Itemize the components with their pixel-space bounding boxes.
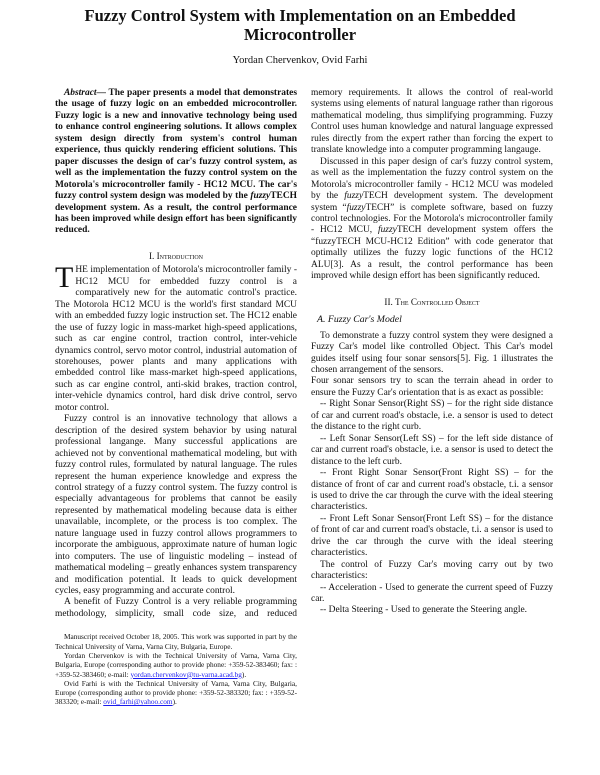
p4-italic-2: fuzzy bbox=[346, 202, 366, 213]
intro-paragraph-3-continued: memory requirements. It allows the control of real-world systems using elements of natural language rather than rigorous mathematical modeling, thus simplifying programming. Fuzzy Control uses human knowledge and natural language expressed rules directly from the expert rather than forcing the expert to translate knowledge into a computer programming langauge. bbox=[311, 88, 553, 156]
footnotes bbox=[55, 632, 297, 706]
p4-italic-3: fuzzy bbox=[377, 225, 397, 236]
section2-paragraph: To demonstrate a fuzzy control system they were designed a Fuzzy Car's model like controlled Object. This Car's model guides itself using four sonar sensors[5]. Fig. 1 illustrates the chosen arrangement of the sensors. bbox=[311, 330, 553, 375]
section2-paragraph: Four sonar sensors try to scan the terrain ahead in order to ensure the Fuzzy Car's orientation that is as exact as possible: bbox=[311, 376, 553, 398]
p4-text-4: TECH development system offers the “fuzzyTECH MCU-HC12 Edition” with code generator that optimally utilizes the fuzzy logic functions of the HC12 ALU[3]. As a result, the control performance has been improved while design effort has been significantly reduced. bbox=[311, 225, 553, 282]
intro-text-1: HE implementation of Motorola's microcontroller family - HC12 MCU for embedded fuzzy control is a comparatively new for the automatic control's practice. The Motorola HC12 MCU is the world's first standard MCU with an embedded fuzzy logic instruction set. The HC12 enable the use of fuzzy logic in mass-market high-speed applications, such as car engine control, traction control, inter-vehicle dynamics control, servo motor control, industrial automation of storehouses, power plants and many applications with embedded control like mass-market high-speed applications, such as car engine control, anti-skid brakes, traction control, inter-vehicle dynamics control, hard disk drive control, servo motor control. bbox=[55, 265, 297, 413]
characteristic-delta-steering: -- Delta Steering - Used to generate the Steering angle. bbox=[320, 605, 528, 616]
footnote-author-2 bbox=[55, 679, 297, 707]
p4-text-3: TECH” is complete software, based on fuzzy control technologies. For the Motorola's microcontroller family - HC12 MCU, bbox=[311, 202, 554, 236]
intro-paragraph-2: Fuzzy control is an innovative technology that allows a description of the desired system behavior by using natural professional langange. Many successful applications are achieved not by conventional mathematical modeling, but with fuzzy control rules, formulated by natural language. The rules represent the human experience knowledge and express the control strategy of a fuzzy control system. The fuzzy control is especially advantageous for problems that cannot be easily represented by mathematical modeling because data is either unavailable, incomplete, or the process is too complex. The nature language used in fuzzy control allows programmers to incorporate the ambiguous, approximate nature of human logic into computers. The use of linguistic modeling – instead of mathematical modeling – greatly enhances system transparency and modification potential. It leads to quick development cycles, easy programming and accurate control. bbox=[55, 414, 297, 597]
intro-paragraph-4 bbox=[311, 157, 553, 283]
title-line-2: Microcontroller bbox=[243, 25, 357, 44]
p4-italic-1: fuzzy bbox=[344, 191, 364, 202]
authors: Yordan Chervenkov, Ovid Farhi bbox=[232, 55, 368, 66]
sensor-item-front-right: -- Front Right Sonar Sensor(Front Right SS) – for the distance of front of car and current road's obstacle, t.i. a sensor is used to drive the car through the curve with the ideal steering characteristics. bbox=[311, 468, 553, 513]
title-line-1: Fuzzy Control System with Implementation on an Embedded bbox=[84, 6, 516, 25]
email-link-author-2[interactable]: ovid_farhi@yahoo.com bbox=[103, 697, 173, 707]
paper-title bbox=[0, 6, 600, 44]
footnote-author-2-text: Ovid Farhi is with the Technical University of Varna, Varna City, Bulgaria, Europe (corresponding author to provide phone: +359-52-383320; fax: : +359-52-383320; e-mail: bbox=[55, 678, 297, 707]
abstract-text: — The paper presents a model that demonstrates the usage of fuzzy logic on an embedded microcontroller. Fuzzy logic is a new and innovative technology being used to enhance control engineering solutions. It allows complex system design directly from system's control human experience, thus quickly rendering efficient solutions. This paper discusses the design of car's fuzzy control system, as well as the implementation the fuzzy control system on the Motorola's microcontroller family - HC12 MCU. The car's fuzzy control system design was modeled by the bbox=[55, 88, 297, 202]
drop-cap: T bbox=[55, 261, 74, 295]
intro-paragraph-3: A benefit of Fuzzy Control is a very reliable programming methodology, simplicity, small code size, and reduced bbox=[55, 597, 297, 619]
sensor-item-right: -- Right Sonar Sensor(Right SS) – for the right side distance of car and current road's obstacle, i.e. a sensor is used to detect the distance to the right curb. bbox=[311, 399, 553, 433]
abstract-text-end: TECH development system. As a result, the control performance has been improved while design effort has been significantly reduced. bbox=[55, 191, 297, 236]
abstract-label: Abstract bbox=[64, 88, 97, 98]
footnote-author-1-text: Yordan Chervenkov is with the Technical University of Varna, Varna City, Bulgaria, Europe (corresponding author to provide phone: +359-52-383460; fax: : +359-52-383460; e-mail: bbox=[55, 650, 297, 679]
abstract bbox=[55, 88, 297, 237]
characteristic-acceleration: -- Acceleration - Used to generate the current speed of Fuzzy car. bbox=[311, 582, 553, 605]
footnote-received: Manuscript received October 18, 2005. This work was supported in part by the Technical University of Varna, Varna City, Bulgaria, Europe. bbox=[55, 632, 297, 651]
section-heading-introduction: I. Introduction bbox=[148, 250, 204, 261]
footnote-author-1-end: ). bbox=[241, 669, 247, 679]
subsection-heading-fuzzy-car-model: A. Fuzzy Car's Model bbox=[317, 314, 402, 326]
footnote-author-2-end: ). bbox=[172, 697, 177, 707]
sensor-item-front-left: -- Front Left Sonar Sensor(Front Left SS) – for the distance of front of car and current road's obstacle, t.i. a sensor is used to drive the car through the curve with the ideal steering characteristics. bbox=[311, 513, 553, 559]
section2-paragraph: The control of Fuzzy Car's moving carry out by two characteristics: bbox=[311, 559, 553, 582]
abstract-italic: fuzzy bbox=[250, 191, 271, 202]
p4-text-1: Discussed in this paper design of car's fuzzy control system, as well as the implementation the fuzzy control system on the Motorola's microcontroller family - HC12 MCU was modeled by the bbox=[311, 156, 553, 202]
sensor-item-left: -- Left Sonar Sensor(Left SS) – for the left side distance of car and current road's obstacle, i.e. a sensor is used to detect the distance to the left curb. bbox=[311, 433, 553, 467]
email-link-author-1[interactable]: yordan.chervenkov@tu-varna.acad.bg bbox=[130, 669, 242, 679]
footnote-author-1 bbox=[55, 651, 297, 679]
right-column bbox=[311, 88, 553, 617]
left-column bbox=[55, 88, 297, 707]
p4-text-2: TECH development system. The development system “ bbox=[311, 191, 553, 213]
intro-paragraph-1 bbox=[55, 261, 297, 414]
section-heading-controlled-object: II. The Controlled Object bbox=[384, 296, 480, 307]
